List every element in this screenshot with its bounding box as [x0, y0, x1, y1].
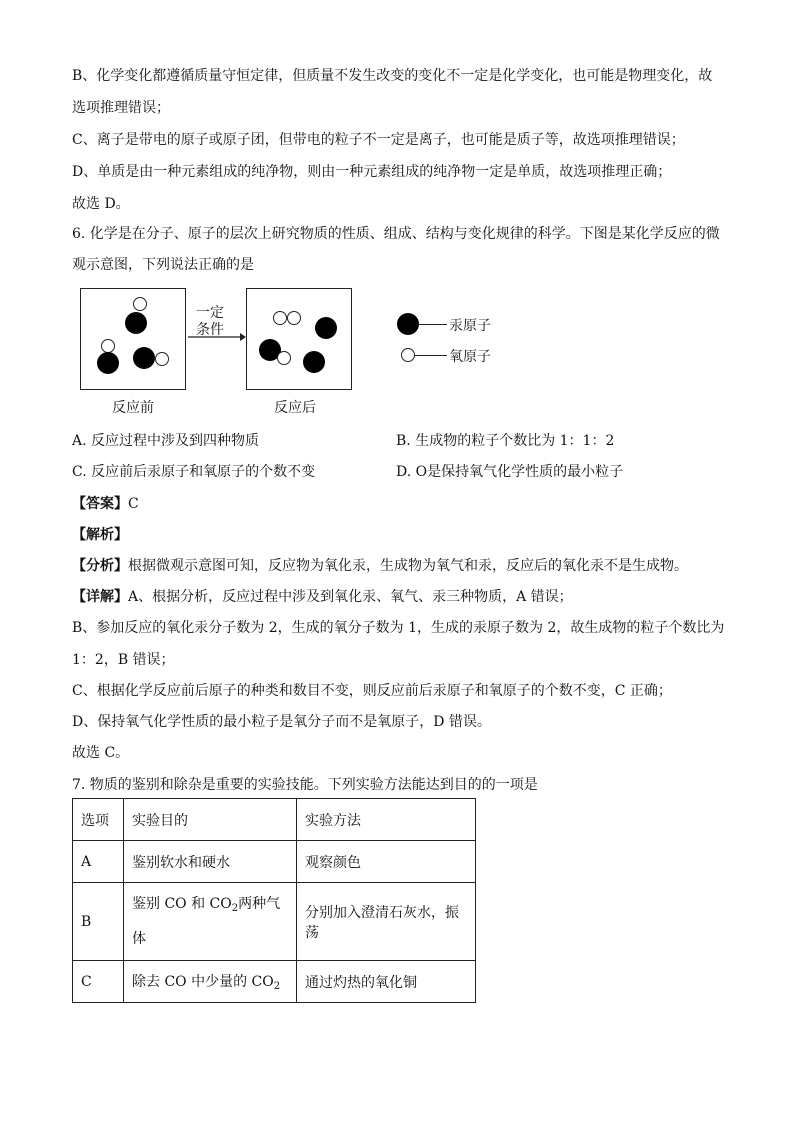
question-7-stem: 7. 物质的鉴别和除杂是重要的实验技能。下列实验方法能达到目的的一项是: [72, 777, 538, 793]
question-6-stem: 6. 化学是在分子、原子的层次上研究物质的性质、组成、结构与变化规律的科学。下图是某化学反应的微: [72, 226, 720, 242]
analysis-selection: 故选 C。: [72, 745, 130, 761]
oxygen-atom: [273, 311, 287, 325]
arrow-label-bottom: 条件: [196, 322, 224, 338]
legend-mercury-atom: [397, 313, 419, 335]
analysis-fenxi: [72, 556, 688, 576]
oxygen-atom: [155, 352, 169, 366]
text-line: C、离子是带电的原子或原子团，但带电的粒子不一定是离子，也可能是质子等，故选项推理错误；: [72, 132, 685, 148]
oxygen-atom: [287, 311, 301, 325]
goal-text: 鉴别 CO 和 CO: [132, 896, 232, 912]
legend-mercury-label: 汞原子: [449, 318, 491, 334]
table-cell: 鉴别软水和硬水: [124, 841, 297, 883]
fenxi-label: 【分析】: [72, 558, 128, 574]
before-box: [80, 288, 186, 390]
table-cell: [124, 961, 297, 1003]
goal-text: 体: [132, 931, 146, 947]
table-header: 选项: [73, 799, 124, 841]
option-c: C. 反应前后汞原子和氧原子的个数不变: [72, 464, 316, 480]
table-cell: [124, 883, 297, 961]
analysis-detail-a: [72, 587, 573, 607]
fenxi-text: 根据微观示意图可知，反应物为氧化汞，生成物为氧气和汞，反应后的氧化汞不是生成物。: [128, 558, 688, 574]
subscript: 2: [273, 981, 281, 992]
mercury-atom: [133, 347, 155, 369]
xiangjie-label: 【详解】: [72, 589, 128, 605]
legend-oxygen-atom: [401, 348, 415, 362]
table-row: [73, 961, 476, 1003]
table-cell: C: [73, 961, 124, 1003]
text-line: B、化学变化都遵循质量守恒定律，但质量不发生改变的变化不一定是化学变化，也可能是物理变化，故: [72, 68, 713, 84]
oxygen-atom: [101, 339, 115, 353]
analysis-detail-b: 1：2，B 错误；: [72, 652, 175, 668]
analysis-detail-b: B、参加反应的氧化汞分子数为 2，生成的氧分子数为 1，生成的汞原子数为 2，故生成物的粒子个数比为: [72, 620, 725, 636]
oxygen-atom: [277, 351, 291, 365]
table-cell: B: [73, 883, 124, 961]
legend-line: [415, 355, 447, 356]
analysis-title: [72, 525, 128, 545]
option-d: D. O是保持氧气化学性质的最小粒子: [396, 464, 624, 480]
analysis-title-text: 【解析】: [72, 527, 128, 543]
analysis-detail-d: D、保持氧气化学性质的最小粒子是氧分子而不是氧原子，D 错误。: [72, 714, 491, 730]
table-header-row: [73, 799, 476, 841]
after-box: [246, 288, 352, 390]
answer-value: C: [128, 496, 139, 512]
mercury-atom: [303, 351, 325, 373]
legend-line: [419, 324, 447, 325]
text-line: 故选 D。: [72, 196, 130, 212]
options-table: [72, 798, 476, 1003]
table-header: 实验目的: [124, 799, 297, 841]
mercury-atom: [315, 317, 337, 339]
question-6-stem: 观示意图，下列说法正确的是: [72, 257, 254, 273]
oxygen-atom: [133, 297, 147, 311]
table-cell: A: [73, 841, 124, 883]
text-line: D、单质是由一种元素组成的纯净物，则由一种元素组成的纯净物一定是单质，故选项推理正确；: [72, 164, 672, 180]
table-row: [73, 883, 476, 961]
option-b: B. 生成物的粒子个数比为 1：1：2: [396, 433, 615, 449]
goal-text: 两种气: [238, 896, 281, 912]
answer-line: [72, 494, 139, 514]
answer-label: 【答案】: [72, 496, 128, 512]
legend-oxygen-label: 氧原子: [449, 349, 491, 365]
after-label: 反应后: [274, 400, 316, 416]
table-row: [73, 841, 476, 883]
before-label: 反应前: [112, 400, 154, 416]
detail-a-text: A、根据分析，反应过程中涉及到氧化汞、氧气、汞三种物质，A 错误；: [128, 589, 573, 605]
analysis-detail-c: C、根据化学反应前后原子的种类和数目不变，则反应前后汞原子和氧原子的个数不变，C 正确；: [72, 683, 672, 699]
option-a: A. 反应过程中涉及到四种物质: [72, 433, 260, 449]
mercury-atom: [125, 312, 147, 334]
table-header: 实验方法: [297, 799, 476, 841]
goal-text: 除去 CO 中少量的 CO: [132, 974, 274, 990]
subscript: 2: [231, 903, 239, 914]
mercury-atom: [97, 352, 119, 374]
table-cell: 分别加入澄清石灰水，振荡: [297, 883, 476, 961]
text-line: 选项推理错误；: [72, 100, 170, 116]
reaction-arrow-icon: [186, 330, 246, 344]
table-cell: 观察颜色: [297, 841, 476, 883]
arrow-label-top: 一定: [196, 305, 224, 321]
table-cell: 通过灼热的氧化铜: [297, 961, 476, 1003]
